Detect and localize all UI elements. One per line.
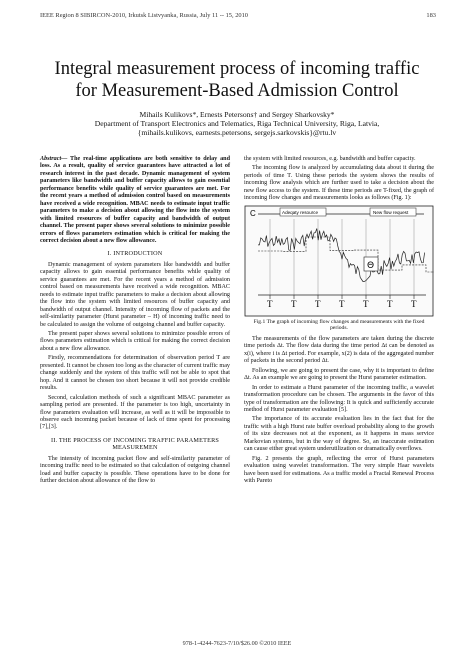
- intro-paragraph-1: Dynamic management of system parameters like bandwidth and buffer capacity allows to gain essential performance benefits while quality of service guarantees are met. For the recent years a method of admission control based on measurements have received a wide recognition. MBAC needs to estimate input traffic parameters to make a decision about allowing the flow into the system with limited resources of buffer capacity and bandwidth of output channel. Intensity of incoming flow of packets and the self-similarity parameter (Hurst parameter – H) of incoming traffic need to be calculated to assign the volume of outgoing channel and buffer capacity.: [40, 261, 230, 328]
- section-1-title: I. INTRODUCTION: [107, 250, 163, 258]
- legend-right-text: New flow request: [373, 209, 409, 215]
- right-paragraph-4: Following, we are going to present the case, why it is important to define Δt. As an example we are going to present the Hurst parameter estimation.: [244, 367, 434, 382]
- left-column: [40, 156, 230, 488]
- abstract-lead: Abstract—: [40, 156, 68, 162]
- author-block: [0, 110, 474, 137]
- figure-1-caption: Fig.1 The graph of incoming flow changes and measurements with the fixed periods.: [253, 318, 425, 332]
- page-number: 183: [426, 12, 436, 19]
- legend-left-text: Adeqaty resource: [282, 209, 319, 215]
- intro-paragraph-4: Second, calculation methods of such a significant MBAC parameter as sampling period are presented. If the parameter is too high, uncertainty in flow parameters evaluation will increase, as well as it will be impossible to observe each incoming packet because of lack of time spent for processing [7],[3].: [40, 394, 230, 431]
- emails: {mihails.kulikovs, earnests.petersons, sergejs.sarkovskis}@rtu.lv: [137, 128, 337, 137]
- authors: Mihails Kulikovs*, Ernests Petersons† and Sergey Sharkovsky*: [139, 110, 335, 119]
- t-period-label: T: [411, 298, 417, 309]
- figure-1: [244, 205, 434, 317]
- conference-header: IEEE Region 8 SIBIRCON-2010, Irkutsk Listvyanka, Russia, July 11 -- 15, 2010: [40, 12, 248, 19]
- right-column: [244, 156, 434, 488]
- figure-c-label: C: [250, 208, 256, 218]
- title-line-2: for Measurement-Based Admission Control: [75, 81, 399, 101]
- section-2-paragraph-1: The intensity of incoming packet flow and self-similarity parameter of incoming traffic need to be estimated so that calculation of outgoing channel load and buffer capacity is possible. These operations have to be done for further decision about allowance of the flow to: [40, 455, 230, 485]
- intro-paragraph-2: The present paper shows several solutions to minimize possible errors of flows parameters estimation which is critical for making the correct decision about a new flow allowance.: [40, 330, 230, 352]
- t-period-label: T: [315, 298, 321, 309]
- theta-label: Θ: [367, 260, 375, 271]
- right-paragraph-3: The measurements of the flow parameters are taken during the discrete time periods Δt. The flow data during the time period Δt can be denoted as x(i), where i is Δt period. For example, x(2) is data of the aggregated number of packets in the second period Δt.: [244, 335, 434, 365]
- title-line-1: Integral measurement process of incoming traffic: [54, 59, 420, 79]
- section-2-title: II. THE PROCESS OF INCOMING TRAFFIC PARAMETERS MEASUREMEN: [50, 436, 220, 452]
- page-header: [40, 12, 436, 19]
- paper-title: [0, 58, 474, 102]
- t-period-label: T: [339, 298, 345, 309]
- right-paragraph-6: The importance of its accurate evaluation lies in the fact that for the traffic with a high Hurst rate buffer overload probability along to the growth of its size decreases not at the exponent, as it happens in mass service Markovian systems, but in the way of degree. So, an inaccurate estimation can cause either great system underutilization or dramatically overflows.: [244, 416, 434, 453]
- abstract: [40, 156, 230, 245]
- right-paragraph-7: Fig. 2 presents the graph, reflecting the error of Hurst parameters evaluation using wavelet transformation. The very simple Haar wavelets have been used for estimations. As a traffic model a Fractal Renewal Process with Pareto: [244, 455, 434, 485]
- affiliation: Department of Transport Electronics and Telematics, Riga Technical University, Riga, Latvia,: [94, 119, 380, 128]
- page-footer: 978-1-4244-7623-7/10/$26.00 ©2010 IEEE: [182, 640, 292, 647]
- t-period-label: T: [387, 298, 393, 309]
- figure-1-graphic: [244, 205, 434, 317]
- right-paragraph-5: In order to estimate a Hurst parameter of the incoming traffic, a wavelet transformation procedure can be chosen. The arguments in the favor of this type of transformation are the following: It is quick and sufficiently accurate method of Hurst parameter evaluation [5].: [244, 384, 434, 413]
- right-paragraph-2: The incoming flow is analyzed by accumulating data about it during the periods of time T. Using these periods the system shows the results of incoming flow analysis which are further used to take a decision about the new flow access to the system. If these time periods are T-fixed, the graph of incoming flow changes and measurements looks as follows (Fig. 1):: [244, 165, 434, 202]
- t-period-label: T: [291, 298, 297, 309]
- right-paragraph-1: the system with limited resources, e.g. bandwidth and buffer capacity.: [244, 156, 416, 162]
- t-period-label: T: [267, 298, 273, 309]
- abstract-text: The real-time applications are both sensitive to delay and loss. As a result, quality of service guarantees have attracted a lot of research interest in the past decade. Dynamic management of system parameters like bandwidth and buffer capacity allows to gain essential performance benefits while quality of service guarantees are met. For the recent years a method of admission control based on measurements have received a wide recognition. MBAC needs to estimate input traffic parameters to make a decision about allowing the flow into the system with limited resources of buffer capacity and bandwidth of output channel. The present paper shows several solutions to minimize possible errors of flows parameters estimation which is critical for making the correct decision about a new flow allowance.: [40, 156, 230, 244]
- intro-paragraph-3: Firstly, recommendations for determination of observation period T are presented. It cannot be chosen too long as the character of current traffic may change suddenly and the system of this traffic will not be able to spot that hop. And it cannot be chosen too short because it will not provide credible results.: [40, 355, 230, 392]
- t-period-label: T: [363, 298, 369, 309]
